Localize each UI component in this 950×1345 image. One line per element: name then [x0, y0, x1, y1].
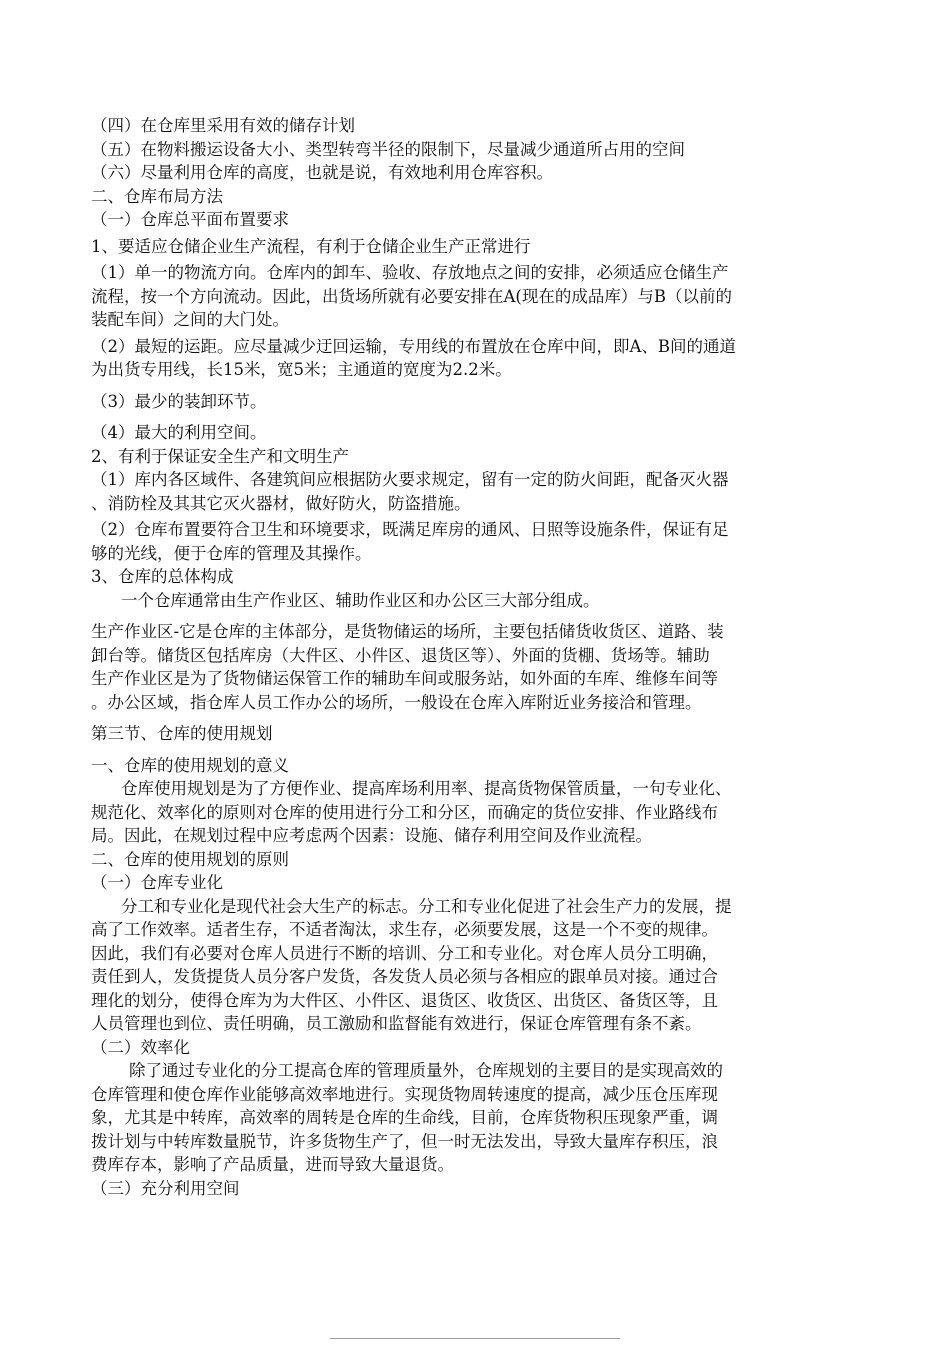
- paragraph-line: 生产作业区-它是仓库的主体部分，是货物储运的场所，主要包括储货收货区、道路、装: [91, 622, 724, 641]
- paragraph-line: 、消防栓及其其它灭火器材，做好防火，防盗措施。: [91, 493, 471, 513]
- section-heading-layout-methods: 二、仓库布局方法: [91, 186, 223, 206]
- paragraph-line: 一个仓库通常由生产作业区、辅助作业区和办公区三大部分组成。: [121, 590, 600, 610]
- list-item-5: （五）在物料搬运设备大小、类型转弯半径的限制下，尽量减少通道所占用的空间: [91, 139, 685, 159]
- paragraph-line: 仓库使用规划是为了方便作业、提高库场利用率、提高货物保管质量，一句专业化、: [121, 779, 732, 798]
- paragraph-line: 仓库管理和使仓库作业能够高效率地进行。实现货物周转速度的提高，减少压仓压库现: [91, 1084, 718, 1104]
- paragraph-line: （1）单一的物流方向。仓库内的卸车、验收、存放地点之间的安排，必须适应仓储生产: [91, 263, 729, 282]
- numbered-heading: 1、要适应仓储企业生产流程，有利于仓储企业生产正常进行: [91, 236, 531, 256]
- footer-divider: [330, 1338, 620, 1339]
- paragraph-line: 象，尤其是中转库，高效率的周转是仓库的生命线，目前，仓库货物积压现象严重，调: [91, 1108, 718, 1127]
- paragraph-line: 因此，我们有必要对仓库人员进行不断的培训、分工和专业化。对仓库人员分工明确，: [91, 943, 718, 963]
- section-heading-principles: 二、仓库的使用规划的原则: [91, 849, 289, 869]
- paragraph-line: （2）仓库布置要符合卫生和环境要求，既满足库房的通风、日照等设施条件，保证有足: [91, 520, 729, 539]
- paragraph-line: 责任到人，发货提货人员分客户发货，各发货人员必须与各相应的跟单员对接。通过合: [91, 967, 718, 986]
- paragraph-line: 规范化、效率化的原则对仓库的使用进行分工和分区，而确定的货位安排、作业路线布: [91, 802, 718, 822]
- subsection-heading: （一）仓库总平面布置要求: [91, 210, 289, 229]
- subsection-heading: （三）充分利用空间: [91, 1178, 240, 1198]
- paragraph-line: 流程，按一个方向流动。因此，出货场所就有必要安排在A(现在的成品库）与B（以前的: [91, 286, 732, 306]
- paragraph-line: （3）最少的装卸环节。: [91, 391, 267, 411]
- subsection-heading: （一）仓库专业化: [91, 873, 223, 892]
- paragraph-line: 费库存本，影响了产品质量，进而导致大量退货。: [91, 1155, 454, 1174]
- section-heading-meaning: 一、仓库的使用规划的意义: [91, 755, 289, 775]
- paragraph-line: （1）库内各区域件、各建筑间应根据防火要求规定，留有一定的防火间距，配备灭火器: [91, 470, 729, 489]
- paragraph-line: 生产作业区是为了货物储运保管工作的辅助车间或服务站，如外面的车库、维修车间等: [91, 669, 718, 688]
- numbered-heading: 2、有利于保证安全生产和文明生产: [91, 446, 349, 466]
- paragraph-line: 装配车间）之间的大门处。: [91, 310, 289, 329]
- paragraph-line: 局。因此，在规划过程中应考虑两个因素：设施、储存利用空间及作业流程。: [91, 826, 652, 845]
- section-title: 第三节、仓库的使用规划: [91, 724, 273, 743]
- paragraph-line: 够的光线，便于仓库的管理及其操作。: [91, 543, 372, 563]
- list-item-4: （四）在仓库里采用有效的储存计划: [91, 116, 355, 135]
- paragraph-line: 高了工作效率。适者生存，不适者淘汰，求生存，必须要发展，这是一个不变的规律。: [91, 920, 718, 939]
- list-item-6: （六）尽量利用仓库的高度，也就是说，有效地利用仓库容积。: [91, 163, 553, 182]
- paragraph-line: 。办公区域，指仓库人员工作办公的场所，一般设在仓库入库附近业务接洽和管理。: [91, 692, 702, 712]
- paragraph-line: 理化的划分，使得仓库为为大件区、小件区、退货区、收货区、出货区、备货区等，且: [91, 990, 718, 1010]
- paragraph-line: 拨计划与中转库数量脱节，许多货物生产了，但一时无法发出，导致大量库存积压，浪: [91, 1131, 718, 1151]
- paragraph-line: 除了通过专业化的分工提高仓库的管理质量外，仓库规划的主要目的是实现高效的: [129, 1061, 723, 1080]
- document-page: [91, 114, 866, 1200]
- paragraph-line: 为出货专用线，长15米，宽5米；主通道的宽度为2.2米。: [91, 360, 512, 379]
- paragraph-line: 分工和专业化是现代社会大生产的标志。分工和专业化促进了社会生产力的发展，提: [121, 896, 732, 916]
- numbered-heading: 3、仓库的总体构成: [91, 567, 234, 586]
- paragraph-line: 卸台等。储货区包括库房（大件区、小件区、退货区等）、外面的货棚、货场等。辅助: [91, 645, 710, 665]
- paragraph-line: （4）最大的利用空间。: [91, 423, 267, 442]
- subsection-heading: （二）效率化: [91, 1037, 190, 1057]
- paragraph-line: （2）最短的运距。应尽量减少迂回运输，专用线的布置放在仓库中间，即A、B间的通道: [91, 336, 737, 356]
- paragraph-line: 人员管理也到位、责任明确，员工激励和监督能有效进行，保证仓库管理有条不紊。: [91, 1014, 702, 1033]
